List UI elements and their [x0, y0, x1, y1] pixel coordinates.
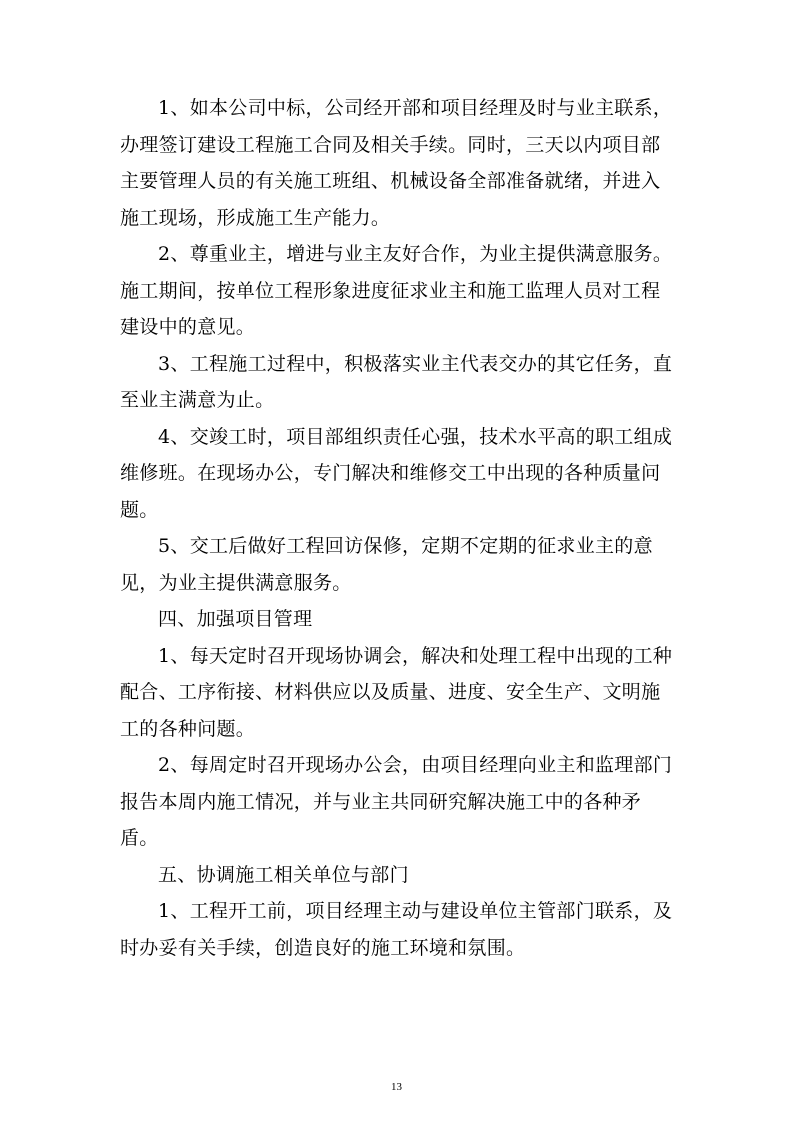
section-heading-coordinate-units: 五、协调施工相关单位与部门 — [158, 863, 409, 886]
paragraph-item-1-contract: 1、如本公司中标，公司经开部和项目经理及时与业主联系，办理签订建设工程施工合同及相关手续。同时，三天以内项目部主要管理人员的有关施工班组、机械设备全部准备就绪，并进入施工现场，形成施工生产能力。 — [120, 97, 673, 229]
section-heading-project-management: 四、加强项目管理 — [158, 608, 313, 630]
page-number: 13 — [391, 1081, 402, 1093]
paragraph-item-4-maintenance-team: 4、交竣工时，项目部组织责任心强，技术水平高的职工组成维修班。在现场办公，专门解决和维修交工中出现的各种质量问题。 — [120, 425, 673, 521]
paragraph-daily-coordination: 1、每天定时召开现场协调会，解决和处理工程中出现的工种配合、工序衔接、材料供应以及质量、进度、安全生产、文明施工的各种问题。 — [120, 644, 673, 740]
paragraph-item-3-owner-tasks: 3、工程施工过程中，积极落实业主代表交办的其它任务，直至业主满意为止。 — [120, 352, 673, 411]
paragraph-weekly-meeting: 2、每周定时召开现场办公会，由项目经理向业主和监理部门报告本周内施工情况，并与业主共同研究解决施工中的各种矛盾。 — [120, 754, 673, 849]
paragraph-item-5-warranty-visits: 5、交工后做好工程回访保修，定期不定期的征求业主的意见，为业主提供满意服务。 — [120, 535, 653, 594]
paragraph-item-2-respect-owner: 2、尊重业主，增进与业主友好合作，为业主提供满意服务。施工期间，按单位工程形象进度征求业主和施工监理人员对工程建设中的意见。 — [120, 243, 673, 338]
paragraph-pre-construction: 1、工程开工前，项目经理主动与建设单位主管部门联系，及时办妥有关手续，创造良好的施工环境和氛围。 — [120, 900, 673, 959]
